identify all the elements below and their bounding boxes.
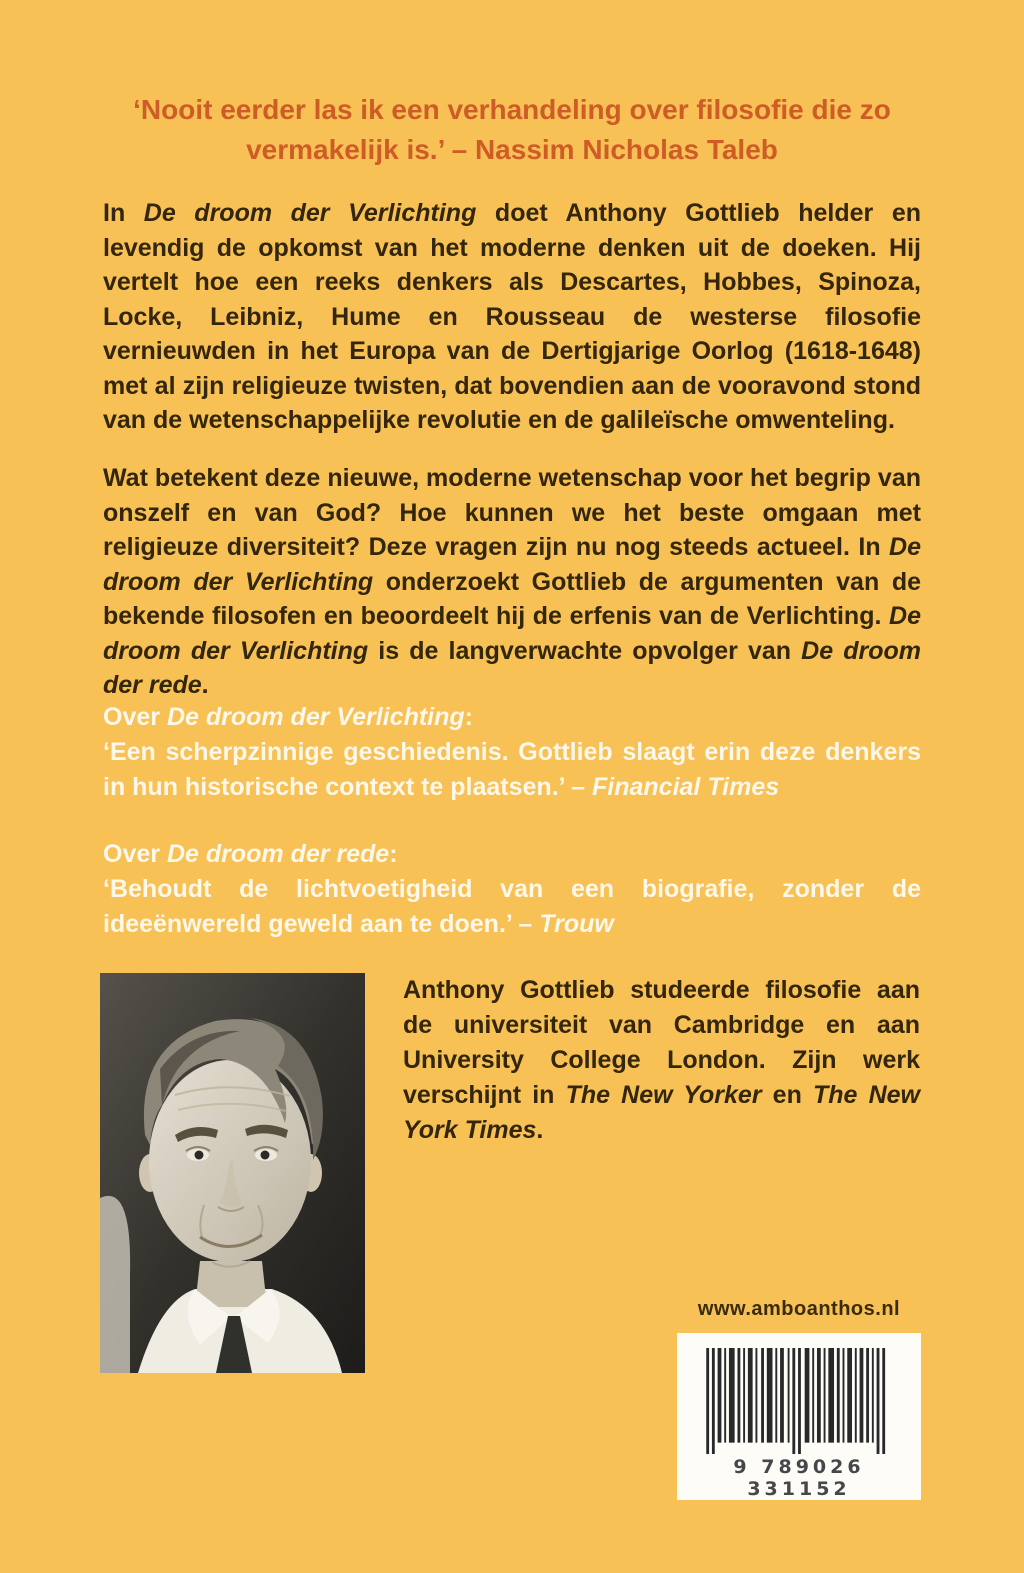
barcode-bars-icon xyxy=(699,1348,899,1454)
publisher-website-url: www.amboanthos.nl xyxy=(697,1298,901,1320)
theme-paragraph: Wat betekent deze nieuwe, moderne wetenschap voor het begrip van onszelf en van God? Hoe kunnen we het beste omgaan met religieuze diversiteit? Deze vragen zijn nu nog steeds actueel. In De droom der Verlichting onderzoekt Gottlieb de argumenten van de bekende filosofen en beoordeelt hij de erfenis van de Verlichting. De droom der Verlichting is de langverwachte opvolger van De droom der rede. xyxy=(103,464,922,699)
isbn-barcode-box xyxy=(677,1333,921,1500)
author-portrait-image xyxy=(100,973,365,1373)
isbn-digits: 9 789026 331152 xyxy=(733,1456,865,1500)
review-verlichting-heading: Over De droom der Verlichting: xyxy=(103,703,473,731)
review-verlichting-quote: ‘Een scherpzinnige geschiedenis. Gottlieb slaagt erin deze denkers in hun historische context te plaatsen.’ – Financial Times xyxy=(103,738,921,801)
footer-block xyxy=(677,1298,921,1500)
intro-paragraph: In De droom der Verlichting doet Anthony Gottlieb helder en levendig de opkomst van het moderne denken uit de doeken. Hij vertelt hoe een reeks denkers als Descartes, Hobbes, Spinoza, Locke, Leibniz, Hume en Rousseau de westerse filosofie vernieuwden in het Europa van de Dertigjarige Oorlog (1618-1648) met al zijn religieuze twisten, dat bovendien aan de vooravond stond van de wetenschappelijke revolutie en de galileïsche omwenteling. xyxy=(103,199,921,434)
author-bio: Anthony Gottlieb studeerde filosofie aan de universiteit van Cambridge en aan University College London. Zijn werk verschijnt in The New Yorker en The New York Times. xyxy=(403,976,920,1144)
author-photo xyxy=(100,973,365,1373)
headline-quote: ‘Nooit eerder las ik een verhandeling over filosofie die zo vermakelijk is.’ – Nassim Nicholas Taleb xyxy=(133,94,891,165)
review-rede-heading: Over De droom der rede: xyxy=(103,840,398,868)
review-verlichting xyxy=(103,700,921,805)
review-rede xyxy=(103,837,921,942)
review-rede-quote: ‘Behoudt de lichtvoetigheid van een biografie, zonder de ideeënwereld geweld aan te doen.’ – Trouw xyxy=(103,875,921,938)
